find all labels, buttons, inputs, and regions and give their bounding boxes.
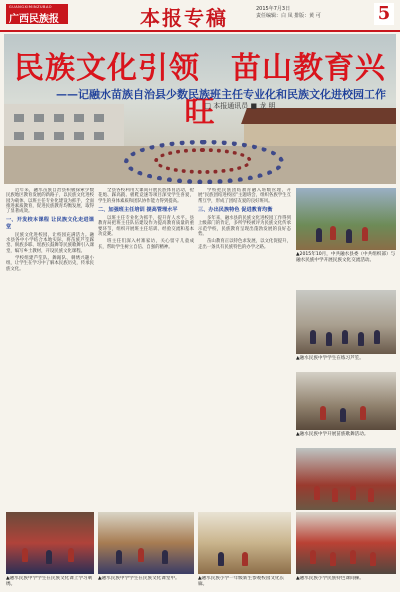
article-column-3 xyxy=(198,188,291,503)
photo-caption: ▲融水民族小学民族特色课间操。 xyxy=(296,576,364,581)
paragraph: 班主任们深入村寨家访，关心留守儿童成长，帮助学生树立自信、自强的精神。 xyxy=(98,239,194,250)
article-subhead: ——记融水苗族自治县少数民族班主任专业化和民族文化进校园工作 xyxy=(56,88,386,101)
dateline xyxy=(256,6,321,20)
editors-line: 责任编辑：白 凤 排版：黄 可 xyxy=(256,13,321,19)
article-column-2 xyxy=(98,188,194,503)
paragraph: 学校组建芦笙队、舞蹈队、刺绣兴趣小组，让学生在学习中了解本民族历史，传承民族文化。 xyxy=(6,256,94,272)
section-heading: 三、办出民族特色 促进教育均衡 xyxy=(198,206,273,213)
photo-recess-exercise xyxy=(296,512,396,574)
photo-caption: ▲融水民族中学学生在民族文化课堂中。 xyxy=(98,576,180,581)
photo-caption: ▲融水民族中学学生在民族文化课上学习刺绣。 xyxy=(6,576,93,587)
section-heading: 二、加强班主任培训 提高管理水平 xyxy=(98,206,178,213)
issue-date: 2015年7月3日 xyxy=(256,6,291,12)
photo-caption: ▲融水民族小学一年级新生参观校园文化长廊。 xyxy=(198,576,285,587)
logo-pinyin: GUANGXIMINZUBAO xyxy=(9,5,53,9)
photo-culture-corridor xyxy=(198,512,291,574)
masthead xyxy=(0,0,400,32)
photo-culture-class xyxy=(98,512,194,574)
photo-exchange-activity xyxy=(296,188,396,250)
photo-lusheng-practice xyxy=(296,290,396,354)
paragraph: 多年来，融水县的民族文化进校园工作得到上级部门的肯定，多所学校被评为民族文化传承示范学校，民族教育呈现出蓬勃发展的良好态势。 xyxy=(198,216,291,237)
paragraph: 以班主任专业化为抓手，提升育人水平。县教育局把班主任队伍建设作为提高教育质量的重要环节，组织开展班主任培训、经验交流和基本功竞赛。 xyxy=(98,216,194,237)
page-number: 5 xyxy=(374,3,394,25)
article-column-1 xyxy=(6,188,94,503)
newspaper-logo xyxy=(6,4,68,24)
photo-song-dance xyxy=(296,372,396,430)
paragraph: 民族文化进校园，让校园充满活力。融水县各中小学结合本地实际，将苗族芦笙踩堂、侗族多耶、瑶族长鼓舞等民族歌舞引入课堂，编写乡土教材，开设民族文化课程。 xyxy=(6,232,94,254)
logo-name: 广西民族报 xyxy=(9,14,59,25)
photo-caption: ▲融水民族中学开展苗族歌舞活动。 xyxy=(296,432,369,437)
photo-caption: ▲融水民族中学学生在练习芦笙。 xyxy=(296,356,364,361)
paragraph: 苗山教育正以特色求发展，以文化促提升，走出一条具有民族特色的办学之路。 xyxy=(198,239,291,250)
paragraph: 学校把民族团结教育融入班级管理，开展“民族团结进校园”主题班会，组织各族学生互帮互学，形成了团结友爱的良好班风。 xyxy=(198,188,291,204)
photo-festival xyxy=(296,448,396,510)
article-byline: □ 本报通讯员 ■ 龙 明 xyxy=(204,102,276,110)
photo-embroidery-class xyxy=(6,512,94,574)
paragraph: 近年来，融水苗族自治县积极探索少数民族地区教育发展的新路子，以民族文化进校园为载体，以班主任专业化建设为抓手，全面推进素质教育，促进民族教育均衡发展，取得了显著成效。 xyxy=(6,188,94,215)
article-headline: 民族文化引领 苗山教育兴旺 xyxy=(14,51,386,130)
section-heading: 一、开发校本课程 让民族文化走进课堂 xyxy=(6,217,94,230)
section-title: 本报专稿 xyxy=(140,6,228,30)
photo-caption: ▲2015年10月，中共融水县委（中共组织部）与融水民族中学开展民族文化交流活动。 xyxy=(296,252,396,263)
dancers-circle-inner xyxy=(154,148,252,174)
paragraph: 全县各校利用大课间开展民族体育活动，抢花炮、踩高跷、板鞋竞速等项目深受学生喜爱，学生的身体素质和团队协作能力得到提高。 xyxy=(98,188,194,204)
